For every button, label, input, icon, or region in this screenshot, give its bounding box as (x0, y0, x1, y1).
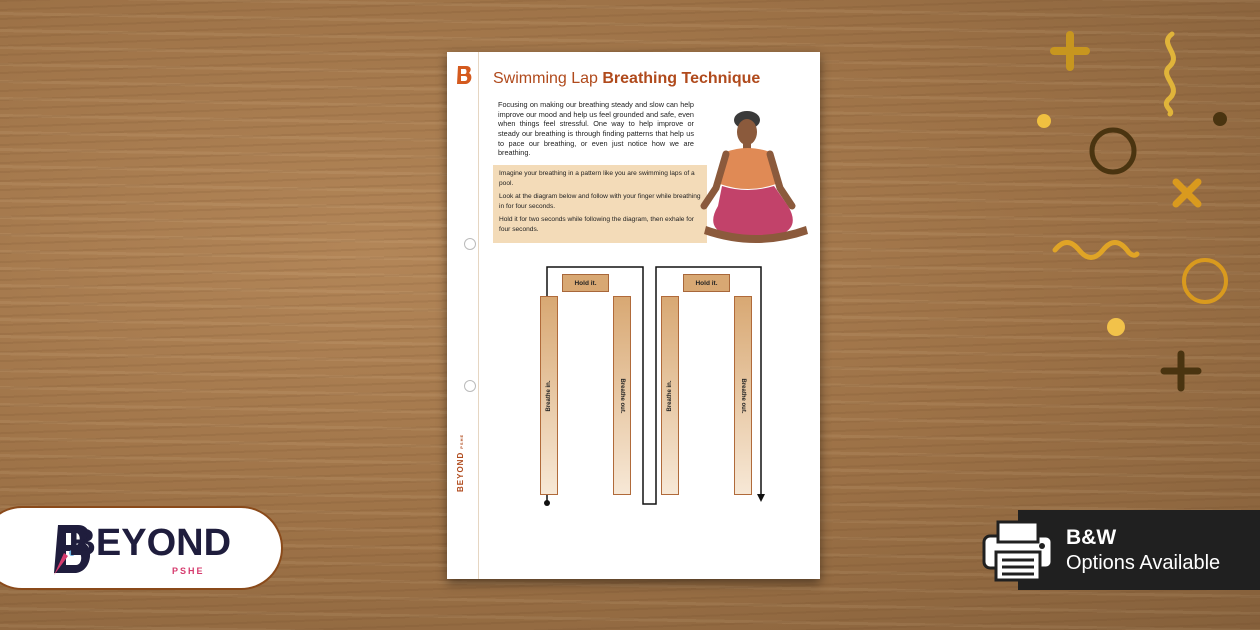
lap-path-lines (527, 264, 767, 508)
printer-icon (982, 520, 1054, 582)
hold-label: Hold it. (562, 274, 609, 292)
bw-title: B&W (1066, 526, 1117, 549)
margin-line (478, 52, 479, 579)
brand-sub: PSHE (172, 566, 205, 576)
breathe-out-lane: Breathe out. (734, 296, 752, 495)
meditating-person-illustration (696, 108, 816, 250)
breathe-in-lane: Breathe in. (540, 296, 558, 495)
bw-subtitle: Options Available (1066, 552, 1221, 574)
beyond-brand-badge (0, 506, 283, 590)
instruction-text: Imagine your breathing in a pattern like you are swimming laps of a pool. (499, 170, 695, 187)
swimming-lap-diagram (527, 264, 767, 508)
instruction-text: Look at the diagram below and follow with your finger while breathing in for four seconds. (499, 193, 701, 210)
beyond-logo-icon (455, 64, 473, 86)
breathe-out-lane: Breathe out. (613, 296, 631, 495)
punch-hole (464, 238, 476, 250)
breathe-in-lane: Breathe in. (661, 296, 679, 495)
brand-name: BEYOND (68, 522, 232, 564)
instructions-box (493, 165, 707, 243)
hold-label: Hold it. (683, 274, 730, 292)
page-title: Swimming Lap Breathing Technique (493, 70, 761, 87)
bw-options-badge (1018, 510, 1260, 590)
punch-hole (464, 380, 476, 392)
intro-paragraph: Focusing on making our breathing steady and slow can help improve our mood and help us feel grounded and safe, even when things feel stressful. One way to help improve or steady our breathing is through finding patterns that help us to pace our breathing, or even just notice how we are breathing. (498, 100, 694, 158)
side-brand-text: BEYONDPSHE (456, 433, 465, 492)
instruction-text: Hold it for two seconds while following the diagram, then exhale for four seconds. (499, 216, 694, 233)
worksheet-preview (447, 52, 820, 579)
